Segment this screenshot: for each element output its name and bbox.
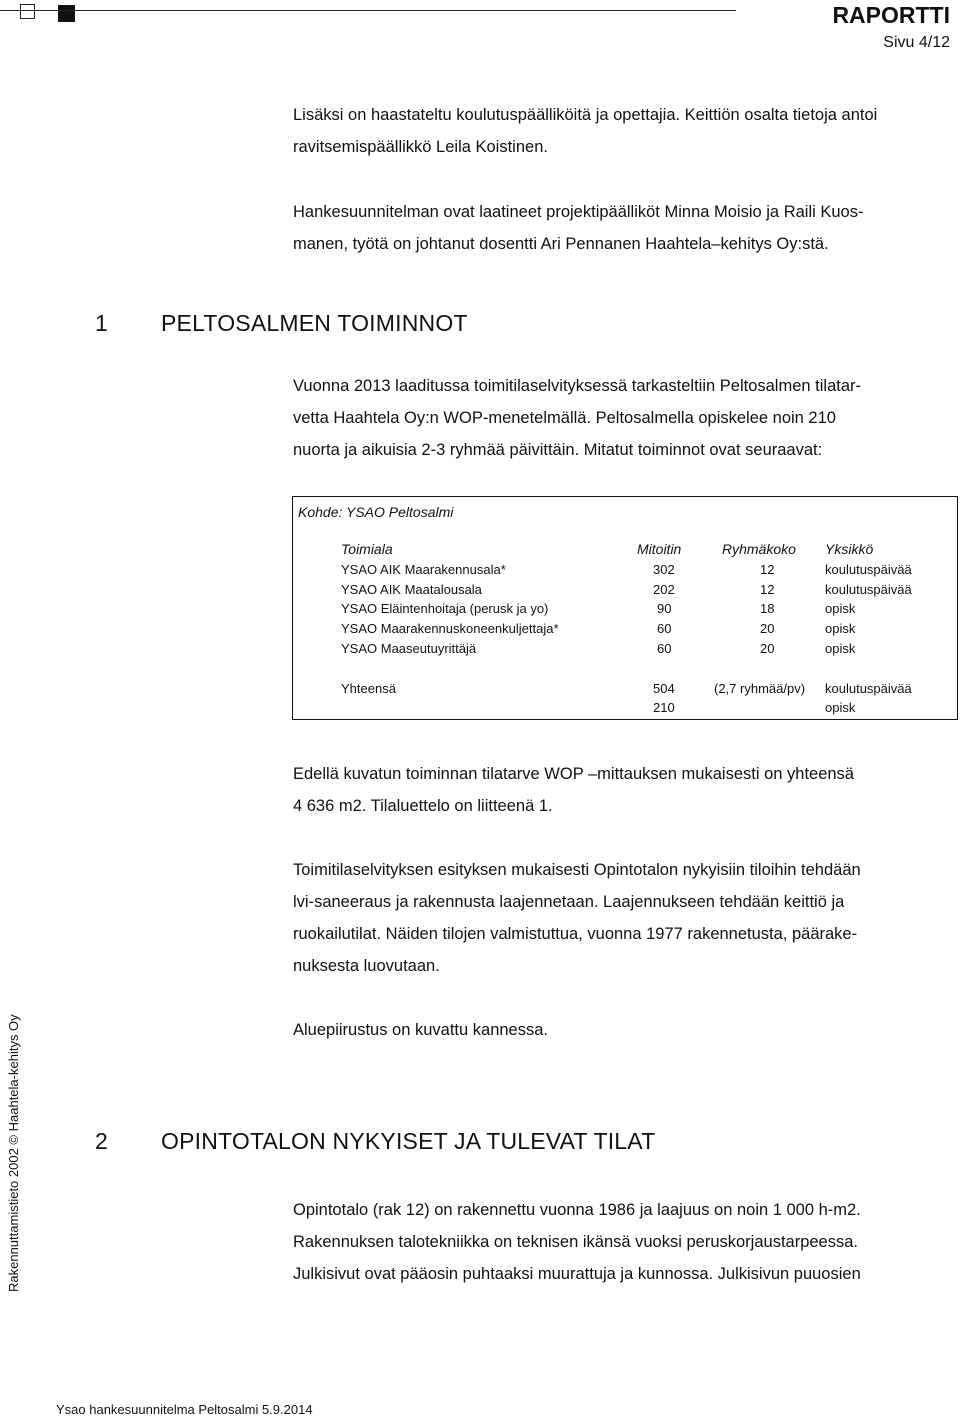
table-cell: 12	[760, 582, 775, 597]
table-cell: koulutuspäivää	[825, 582, 912, 597]
renovation-paragraph	[293, 854, 951, 982]
section-2-heading	[95, 1128, 655, 1155]
text-line: vetta Haahtela Oy:n WOP-menetelmällä. Peltosalmella opiskelee noin 210	[293, 409, 836, 427]
table-cell: 60	[657, 641, 672, 656]
site-plan-paragraph	[293, 1014, 951, 1046]
page-number: Sivu 4/12	[883, 34, 950, 51]
section-title: PELTOSALMEN TOIMINNOT	[161, 310, 468, 336]
col-header-mitoitin: Mitoitin	[637, 541, 682, 557]
table-cell: 18	[760, 601, 775, 616]
side-copyright: Rakennuttamistieto 2002 © Haahtela-kehitys Oy	[6, 1014, 21, 1292]
text-line: lvi-saneeraus ja rakennusta laajennetaan. Laajennukseen tehdään keittiö ja	[293, 893, 845, 911]
text-line: Hankesuunnitelman ovat laatineet projektipäälliköt Minna Moisio ja Raili Kuos-	[293, 203, 864, 221]
area-paragraph	[293, 758, 951, 822]
section-2-paragraph	[293, 1194, 951, 1290]
text-line: nuksesta luovutaan.	[293, 957, 440, 975]
text-line: 4 636 m2. Tilaluettelo on liitteenä 1.	[293, 797, 553, 815]
table-cell: 60	[657, 621, 672, 636]
table-cell: YSAO Maaseutuyrittäjä	[341, 641, 477, 656]
table-cell: koulutuspäivää	[825, 562, 912, 577]
table-caption: Kohde: YSAO Peltosalmi	[298, 504, 454, 520]
table-cell: 302	[653, 562, 675, 577]
table-cell: 12	[760, 562, 775, 577]
table-cell: YSAO AIK Maatalousala	[341, 582, 482, 597]
text-line: Aluepiirustus on kuvattu kannessa.	[293, 1021, 548, 1039]
header-rule	[0, 10, 736, 11]
text-line: ravitsemispäällikkö Leila Koistinen.	[293, 138, 548, 156]
text-line: Rakennuksen talotekniikka on teknisen ikänsä vuoksi peruskorjaustarpeessa.	[293, 1233, 858, 1251]
section-title: OPINTOTALON NYKYISET JA TULEVAT TILAT	[161, 1128, 656, 1154]
text-line: ruokailutilat. Näiden tilojen valmistuttua, vuonna 1977 rakennetusta, päärake-	[293, 925, 858, 943]
header-square-filled	[58, 5, 75, 22]
table-cell: YSAO Maarakennuskoneenkuljettaja*	[341, 621, 559, 636]
col-header-toimiala: Toimiala	[341, 541, 393, 557]
intro-paragraph-2	[293, 196, 951, 260]
table-cell: 20	[760, 641, 775, 656]
table-cell: 90	[657, 601, 672, 616]
total-label: Yhteensä	[341, 681, 396, 696]
text-line: Julkisivut ovat pääosin puhtaaksi muurattuja ja kunnossa. Julkisivun puuosien	[293, 1265, 861, 1283]
table-cell: opisk	[825, 641, 856, 656]
activity-table	[292, 496, 958, 720]
total-unit-2: opisk	[825, 700, 856, 715]
section-1-paragraph	[293, 370, 951, 466]
table-cell: YSAO AIK Maarakennusala*	[341, 562, 506, 577]
total-value-2: 210	[653, 700, 675, 715]
text-line: Lisäksi on haastateltu koulutuspäälliköitä ja opettajia. Keittiön osalta tietoja antoi	[293, 106, 878, 124]
text-line: Toimitilaselvityksen esityksen mukaisesti Opintotalon nykyisiin tiloihin tehdään	[293, 861, 861, 879]
table-cell: YSAO Eläintenhoitaja (perusk ja yo)	[341, 601, 549, 616]
col-header-yksikko: Yksikkö	[825, 541, 874, 557]
table-cell: 20	[760, 621, 775, 636]
total-value-1: 504	[653, 681, 675, 696]
header-square-outline	[20, 4, 35, 19]
text-line: nuorta ja aikuisia 2-3 ryhmää päivittäin. Mitatut toiminnot ovat seuraavat:	[293, 441, 823, 459]
report-title: RAPORTTI	[832, 2, 950, 28]
total-unit-1: koulutuspäivää	[825, 681, 912, 696]
total-group: (2,7 ryhmää/pv)	[714, 681, 806, 696]
text-line: manen, työtä on johtanut dosentti Ari Pennanen Haahtela–kehitys Oy:stä.	[293, 235, 829, 253]
section-number: 1	[95, 310, 108, 336]
col-header-ryhmakoko: Ryhmäkoko	[722, 541, 796, 557]
table-cell: opisk	[825, 621, 856, 636]
intro-paragraph-1	[293, 99, 951, 163]
footer-text: Ysao hankesuunnitelma Peltosalmi 5.9.2014	[56, 1402, 313, 1417]
table-cell: 202	[653, 582, 675, 597]
text-line: Edellä kuvatun toiminnan tilatarve WOP –mittauksen mukaisesti on yhteensä	[293, 765, 854, 783]
section-1-heading	[95, 310, 468, 337]
text-line: Vuonna 2013 laaditussa toimitilaselvityksessä tarkasteltiin Peltosalmen tilatar-	[293, 377, 862, 395]
section-number: 2	[95, 1128, 108, 1154]
text-line: Opintotalo (rak 12) on rakennettu vuonna 1986 ja laajuus on noin 1 000 h-m2.	[293, 1201, 861, 1219]
table-cell: opisk	[825, 601, 856, 616]
